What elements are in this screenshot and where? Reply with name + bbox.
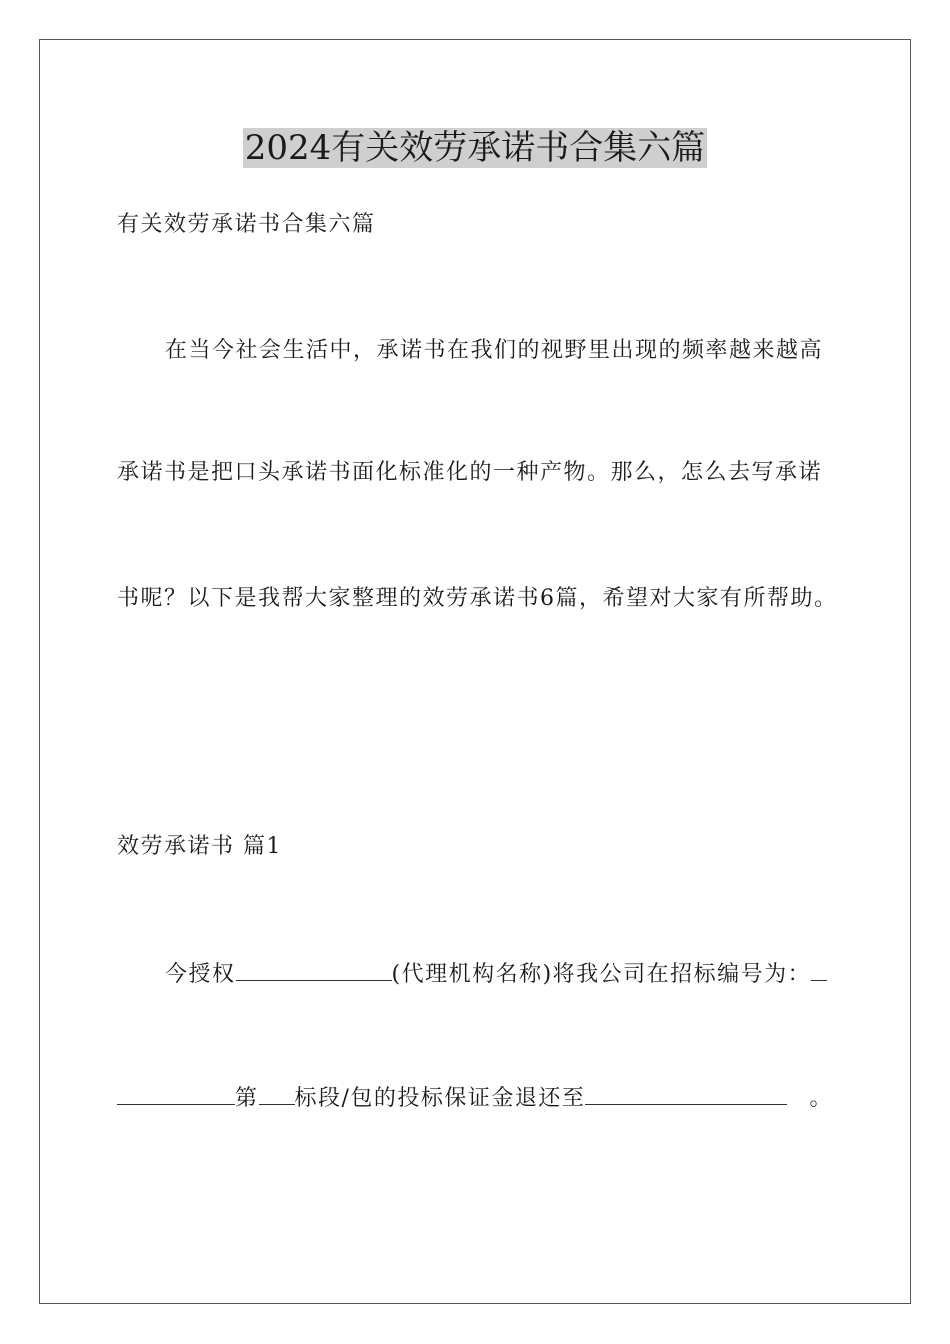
form-line-2-part2: 标段/包的投标保证金退还至	[294, 1086, 586, 1111]
tender-number-blank-end	[117, 1082, 235, 1105]
form-line-1-prefix: 今授权	[165, 962, 236, 987]
refund-destination-blank	[585, 1082, 787, 1105]
tender-number-blank-start	[811, 958, 827, 981]
document-subtitle: 有关效劳承诺书合集六篇	[117, 212, 376, 237]
document-title	[0, 126, 950, 170]
intro-line-1: 在当今社会生活中，承诺书在我们的视野里出现的频率越来越高	[165, 338, 824, 363]
intro-line-2: 承诺书是把口头承诺书面化标准化的一种产物。那么，怎么去写承诺	[117, 460, 823, 485]
document-title-text: 2024有关效劳承诺书合集六篇	[244, 128, 706, 168]
form-line-2-part1: 第	[235, 1086, 259, 1111]
segment-number-blank	[259, 1082, 295, 1105]
section-heading: 效劳承诺书 篇1	[117, 834, 282, 859]
form-line-2-end: 。	[809, 1086, 833, 1111]
form-line-1-middle: (代理机构名称)将我公司在招标编号为：	[391, 962, 812, 987]
form-line-1	[165, 958, 827, 990]
agency-name-blank	[236, 958, 392, 981]
intro-line-3: 书呢？以下是我帮大家整理的效劳承诺书6篇，希望对大家有所帮助。	[117, 586, 838, 611]
form-line-2	[117, 1082, 833, 1114]
